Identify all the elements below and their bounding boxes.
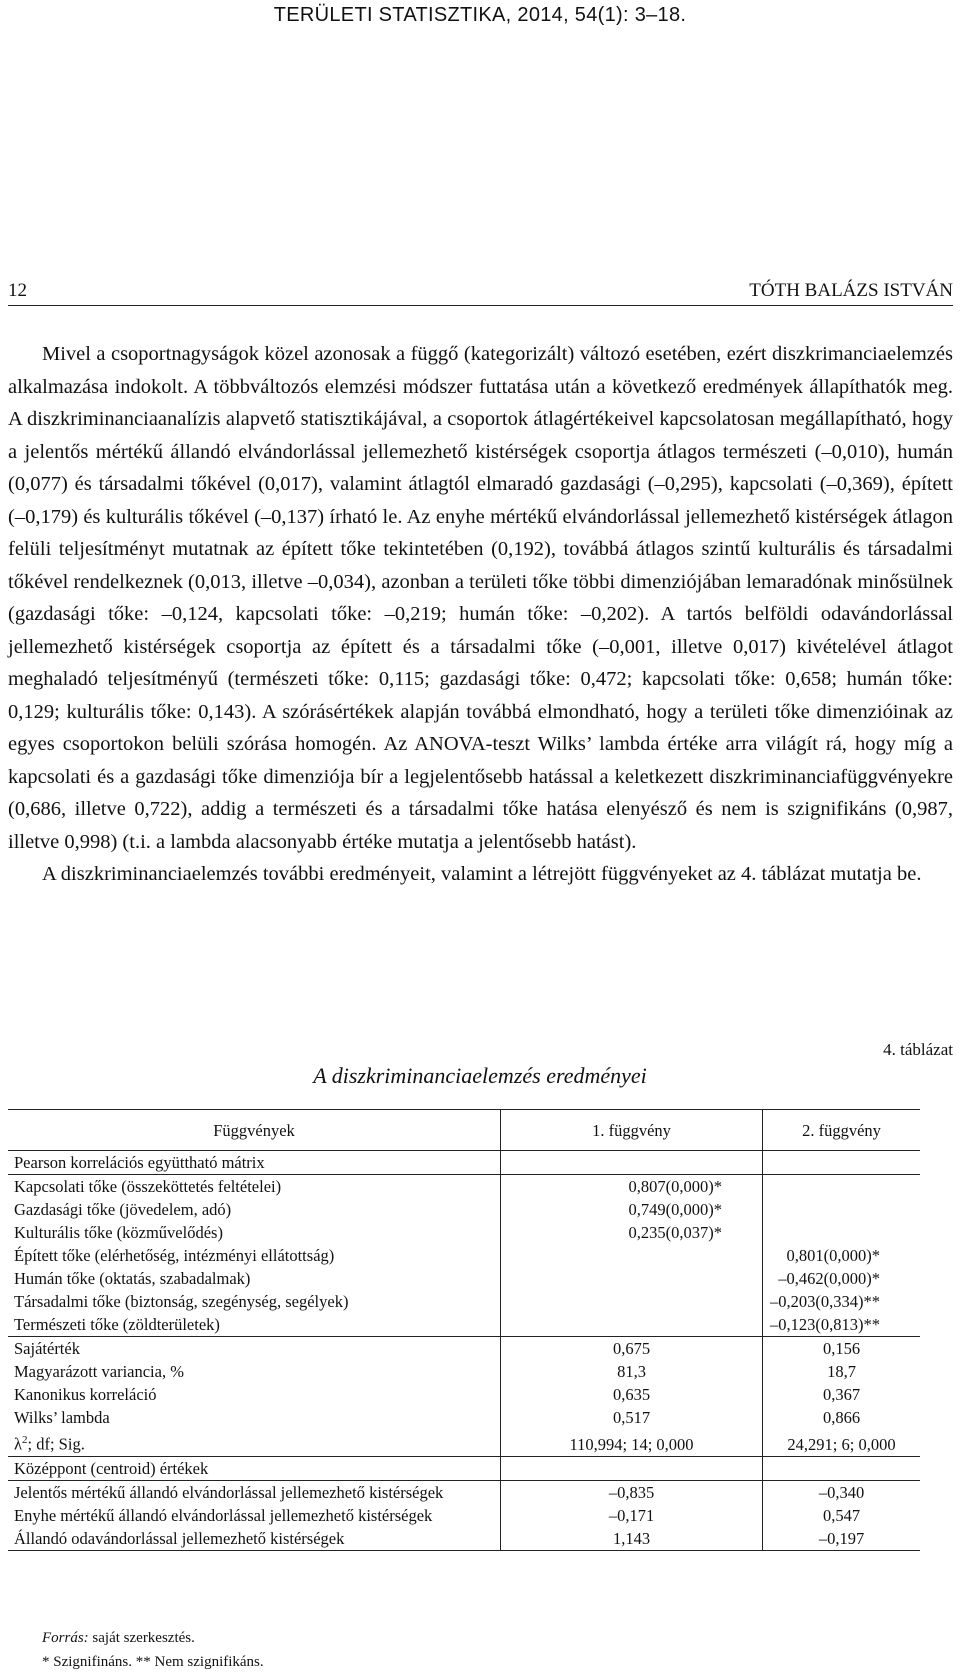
function-1-value: 0,517 xyxy=(501,1406,763,1429)
empty-cell xyxy=(763,1151,921,1175)
row-label: Természeti tőke (zöldterületek) xyxy=(14,1315,220,1334)
function-1-value: 110,994; 14; 0,000 xyxy=(501,1429,763,1456)
function-2-value xyxy=(763,1221,921,1244)
table-row xyxy=(8,1480,920,1504)
row-label: Wilks’ lambda xyxy=(14,1408,110,1427)
footnotes xyxy=(42,1626,264,1674)
row-label: Társadalmi tőke (biztonság, szegénység, segélyek) xyxy=(14,1292,349,1311)
empty-cell xyxy=(501,1456,763,1480)
function-1-value: 0,675 xyxy=(501,1337,763,1361)
row-label: Kulturális tőke (közművelődés) xyxy=(14,1223,223,1242)
table-row xyxy=(8,1383,920,1406)
paragraph-2: A diszkriminanciaelemzés további eredményeit, valamint a létrejött függvényeket az 4. táblázat mutatja be. xyxy=(42,863,922,885)
row-label: Gazdasági tőke (jövedelem, adó) xyxy=(14,1200,232,1219)
function-2-value: 0,367 xyxy=(763,1383,921,1406)
row-label: Kapcsolati tőke (összeköttetés feltételei) xyxy=(8,1175,501,1199)
results-table xyxy=(8,1109,920,1551)
author-name: TÓTH BALÁZS ISTVÁN xyxy=(749,280,953,301)
table-row xyxy=(8,1175,920,1199)
function-1-value: 0,635 xyxy=(501,1383,763,1406)
row-label: Kanonikus korreláció xyxy=(14,1385,157,1404)
table-row xyxy=(8,1267,920,1290)
function-1-value: 0,235(0,037)* xyxy=(501,1221,763,1244)
header-function-1: 1. függvény xyxy=(501,1110,763,1151)
empty-cell xyxy=(763,1456,921,1480)
table-number: 4. táblázat xyxy=(883,1040,953,1059)
header-functions: Függvények xyxy=(8,1110,501,1151)
source-text: saját szerkesztés. xyxy=(88,1630,195,1646)
function-1-value xyxy=(501,1313,763,1337)
function-1-value: 1,143 xyxy=(501,1527,763,1551)
function-2-value: –0,340 xyxy=(763,1480,921,1504)
table-row xyxy=(8,1290,920,1313)
function-2-value: 0,801(0,000)* xyxy=(763,1244,921,1267)
table-row xyxy=(8,1360,920,1383)
table-row xyxy=(8,1198,920,1221)
function-2-value: 0,547 xyxy=(763,1504,921,1527)
row-label: Humán tőke (oktatás, szabadalmak) xyxy=(14,1269,251,1288)
table-row xyxy=(8,1337,920,1361)
function-2-value: 0,866 xyxy=(763,1406,921,1429)
section-label: Középpont (centroid) értékek xyxy=(8,1456,501,1480)
section-label: Pearson korrelációs együttható mátrix xyxy=(8,1151,501,1175)
function-1-value xyxy=(501,1244,763,1267)
function-1-value: –0,171 xyxy=(501,1504,763,1527)
row-label: Állandó odavándorlással jellemezhető kistérségek xyxy=(8,1527,501,1551)
row-label: Magyarázott variancia, % xyxy=(14,1362,184,1381)
empty-cell xyxy=(501,1151,763,1175)
function-1-value: –0,835 xyxy=(501,1480,763,1504)
table-title: A diszkriminanciaelemzés eredményei xyxy=(313,1063,647,1088)
table-row xyxy=(8,1151,920,1175)
chi-superscript: 2 xyxy=(22,1434,28,1446)
chi-symbol: λ xyxy=(14,1434,23,1454)
function-1-value xyxy=(501,1267,763,1290)
function-2-value: 18,7 xyxy=(763,1360,921,1383)
table-row xyxy=(8,1429,920,1456)
row-label: Enyhe mértékű állandó elvándorlással jellemezhető kistérségek xyxy=(14,1505,433,1525)
table-row xyxy=(8,1313,920,1337)
row-label: Jelentős mértékű állandó elvándorlással jellemezhető kistérségek xyxy=(8,1480,501,1504)
table-row xyxy=(8,1527,920,1551)
body-text xyxy=(8,338,953,891)
function-2-value: –0,462(0,000)* xyxy=(763,1267,921,1290)
table-row xyxy=(8,1456,920,1480)
function-2-value: 24,291; 6; 0,000 xyxy=(763,1429,921,1456)
journal-header: TERÜLETI STATISZTIKA, 2014, 54(1): 3–18. xyxy=(273,4,687,26)
table-header-row xyxy=(8,1110,920,1151)
row-label: Épített tőke (elérhetőség, intézményi ellátottság) xyxy=(14,1246,335,1265)
function-1-value: 81,3 xyxy=(501,1360,763,1383)
table-row xyxy=(8,1504,920,1527)
row-label xyxy=(8,1429,501,1456)
function-2-value xyxy=(763,1175,921,1199)
row-label: Sajátérték xyxy=(8,1337,501,1361)
page-number: 12 xyxy=(8,280,27,301)
function-1-value xyxy=(501,1290,763,1313)
paragraph-1: Mivel a csoportnagyságok közel azonosak a függő (kategorizált) változó esetében, ezért diszkrimanciaelemzés alkalmazása indokolt. A többváltozós elemzési módszer futtatása után a következő eredmények állapíthatók meg. A diszkriminanciaanalízis alapvető statisztikájával, a csoportok átlagértékeivel kapcsolatosan megállapítható, hogy a jelentős mértékű állandó elvándorlással jellemezhető kistérségek csoportja átlagos természeti (–0,010), humán (0,077) és társadalmi tőkével (0,017), valamint átlagtól elmaradó gazdasági (–0,295), kapcsolati (–0,369), épített (–0,179) és kulturális tőkével (–0,137) írható le. Az enyhe mértékű elvándorlással jellemezhető kistérségek átlagon felüli teljesítményt mutatnak az épített tőke tekintetében (0,192), továbbá átlagos szintű kulturális és társadalmi tőkével rendelkeznek (0,013, illetve –0,034), azonban a területi tőke többi dimenziójában lemaradónak minősülnek (gazdasági tőke: –0,124, kapcsolati tőke: –0,219; humán tőke: –0,202). A tartós belföldi odavándorlással jellemezhető kistérségek csoportja az épített és a társadalmi tőke (–0,001, illetve 0,017) kivételével átlagot meghaladó teljesítményű (természeti tőke: 0,115; gazdasági tőke: 0,472; kapcsolati tőke: 0,658; humán tőke: 0,129; kulturális tőke: 0,143). A szórásértékek alapján továbbá elmondható, hogy a területi tőke dimenzióinak az egyes csoportokon belüli szórása homogén. Az ANOVA-teszt Wilks’ lambda értéke arra világít rá, hogy míg a kapcsolati és a gazdasági tőke dimenziója bír a legjelentősebb hatással a keletkezett diszkriminanciafüggvényekre (0,686, illetve 0,722), addig a természeti és a társadalmi tőke hatása elenyésző és nem is szignifikáns (0,987, illetve 0,998) (t.i. a lambda alacsonyabb értéke mutatja a jelentősebb hatást). xyxy=(8,343,953,853)
source-label: Forrás: xyxy=(42,1630,89,1646)
table-row xyxy=(8,1221,920,1244)
function-2-value: –0,203(0,334)** xyxy=(763,1290,921,1313)
table-row xyxy=(8,1244,920,1267)
function-1-value: 0,807(0,000)* xyxy=(501,1175,763,1199)
running-head xyxy=(8,280,953,306)
function-2-value: 0,156 xyxy=(763,1337,921,1361)
function-2-value: –0,197 xyxy=(763,1527,921,1551)
source-note xyxy=(42,1626,264,1650)
function-2-value xyxy=(763,1198,921,1221)
header-function-2: 2. függvény xyxy=(763,1110,921,1151)
table-row xyxy=(8,1406,920,1429)
significance-note: * Szignifináns. ** Nem szignifikáns. xyxy=(42,1654,264,1670)
function-1-value: 0,749(0,000)* xyxy=(501,1198,763,1221)
function-2-value: –0,123(0,813)** xyxy=(763,1313,921,1337)
chi-label-rest: ; df; Sig. xyxy=(27,1434,85,1454)
